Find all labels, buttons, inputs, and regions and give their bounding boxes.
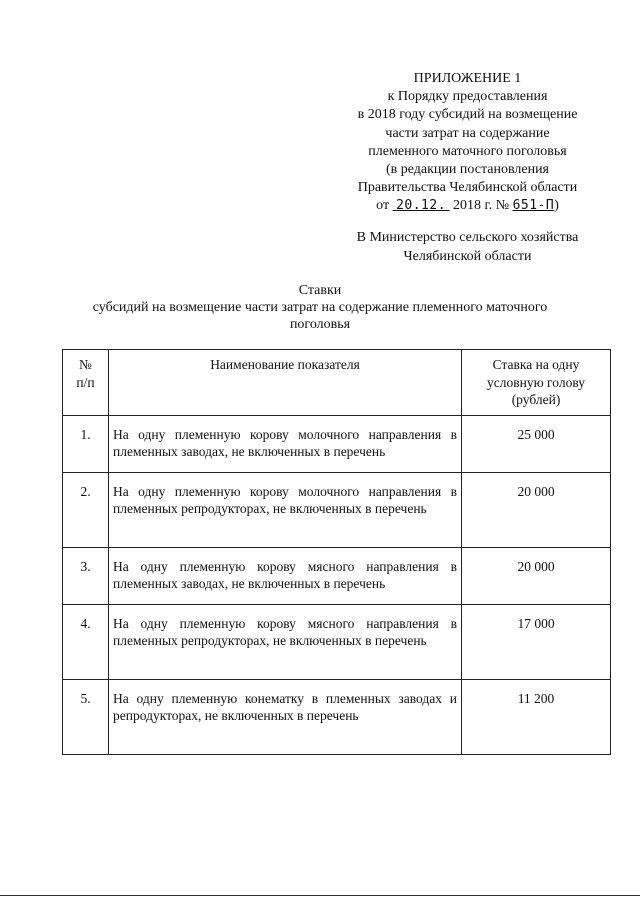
row-number: 5. (63, 679, 109, 754)
header-rate (462, 350, 611, 416)
header-rate-line-1: Ставка на одну (492, 357, 580, 372)
header-number-abbrev: п/п (76, 374, 95, 390)
header-indicator-name: Наименование показателя (109, 350, 462, 416)
row-number: 3. (63, 547, 109, 604)
row-rate: 20 000 (462, 472, 611, 547)
table-row (63, 472, 611, 547)
row-indicator-name: На одну племенную корову мясного направления в племенных репродукторах, не включенных в перечень (109, 604, 462, 679)
date-year: 2018 г. № (453, 198, 510, 214)
row-number: 2. (63, 472, 109, 547)
appendix-block (335, 70, 600, 216)
date-prefix: от (376, 198, 390, 214)
row-rate: 20 000 (462, 547, 611, 604)
appendix-line-5: (в редакции постановления (385, 162, 550, 178)
resolution-number: 651-П (512, 198, 555, 214)
header-rate-line-2: условную голову (487, 374, 585, 390)
document-heading (50, 282, 590, 333)
header-rate-line-3: (рублей) (511, 392, 561, 407)
row-number: 4. (63, 604, 109, 679)
table-row (63, 415, 611, 472)
row-indicator-name: На одну племенную корову мясного направления в племенных заводах, не включенных в перечень (109, 547, 462, 604)
row-indicator-name: На одну племенную корову молочного направления в племенных заводах, не включенных в перечень (109, 415, 462, 472)
appendix-line-1: к Порядку предоставления (387, 89, 548, 105)
addressee-line-2: Челябинской области (403, 248, 532, 264)
table-row (63, 679, 611, 754)
header-number-symbol: № (79, 357, 92, 372)
table-row (63, 547, 611, 604)
rates-table (62, 349, 611, 755)
appendix-line-2: в 2018 году субсидий на возмещение (357, 107, 578, 123)
header-number (63, 350, 109, 416)
heading-line-3: поголовья (289, 317, 351, 332)
appendix-line-6: Правительства Челябинской области (357, 180, 578, 196)
appendix-line-4: племенного маточного поголовья (368, 143, 567, 159)
row-indicator-name: На одну племенную корову молочного направления в племенных репродукторах, не включенных в перечень (109, 472, 462, 547)
addressee-line-1: В Министерство сельского хозяйства (356, 230, 579, 245)
addressee-block (330, 229, 605, 266)
appendix-line-3: части затрат на содержание (385, 125, 550, 141)
close-paren: ) (554, 198, 559, 214)
row-indicator-name: На одну племенную конематку в племенных заводах и репродукторах, не включенных в перечень (109, 679, 462, 754)
resolution-date-line (335, 197, 600, 215)
row-rate: 11 200 (462, 679, 611, 754)
date-day-month: 20.12. (396, 198, 447, 214)
table-header-row (63, 350, 611, 416)
row-rate: 25 000 (462, 415, 611, 472)
row-number: 1. (63, 415, 109, 472)
table-row (63, 604, 611, 679)
page-bottom-rule (0, 895, 640, 896)
row-rate: 17 000 (462, 604, 611, 679)
heading-line-2: субсидий на возмещение части затрат на содержание племенного маточного (92, 300, 548, 315)
appendix-title: ПРИЛОЖЕНИЕ 1 (413, 71, 522, 86)
heading-line-1: Ставки (298, 283, 342, 298)
